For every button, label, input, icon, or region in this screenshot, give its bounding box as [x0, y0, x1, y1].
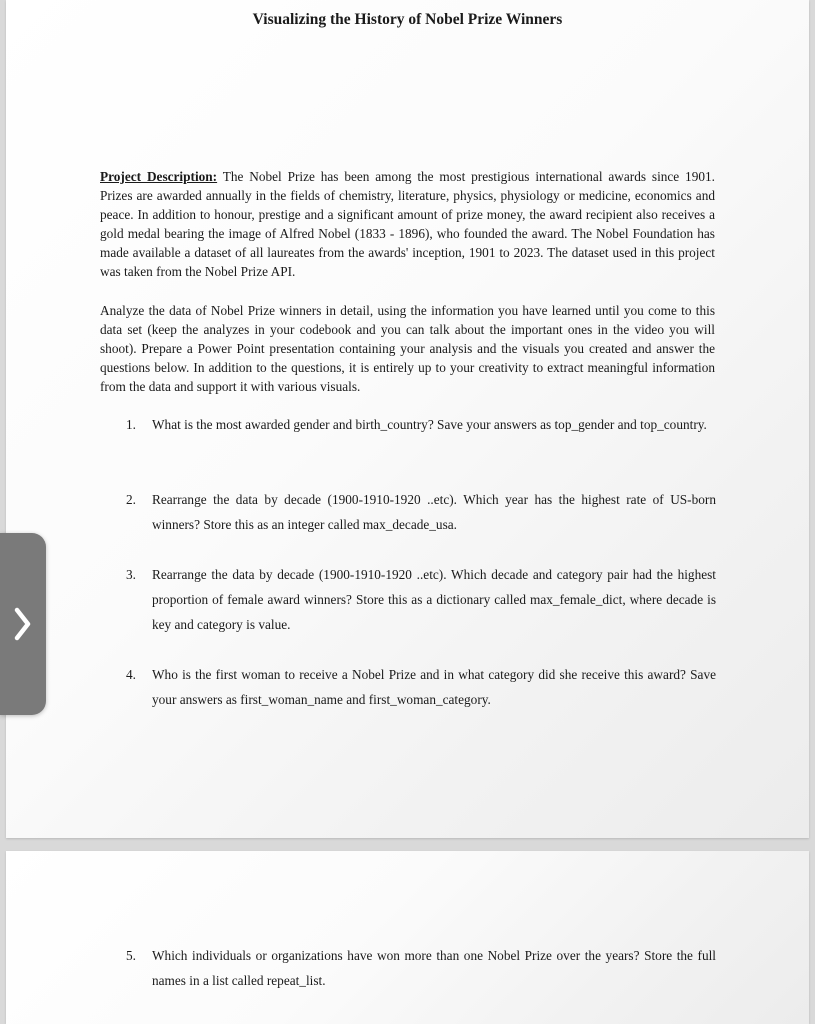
question-item [126, 943, 716, 993]
question-item [126, 662, 716, 712]
question-number: 5. [126, 948, 136, 963]
question-text: Rearrange the data by decade (1900-1910-1920 ..etc). Which year has the highest rate of US-born winners? Store this as an integer called max_decade_usa. [152, 492, 716, 532]
question-item [126, 412, 716, 437]
question-text: What is the most awarded gender and birth_country? Save your answers as top_gender and top_country. [152, 417, 707, 432]
project-description-text: The Nobel Prize has been among the most prestigious international awards since 1901. Prizes are awarded annually in the fields of chemistry, literature, physics, physiology or medicine, economics and peace. In addition to honour, prestige and a significant amount of prize money, the award recipient also receives a gold medal bearing the image of Alfred Nobel (1833 - 1896), who founded the award. The Nobel Foundation has made available a dataset of all laureates from the awards' inception, 1901 to 2023. The dataset used in this project was taken from the Nobel Prize API. [100, 169, 715, 279]
question-text: Who is the first woman to receive a Nobel Prize and in what category did she receive this award? Save your answers as first_woman_name and first_woman_category. [152, 667, 716, 707]
question-number: 3. [126, 567, 136, 582]
document-title: Visualizing the History of Nobel Prize Winners [252, 11, 563, 28]
question-item [126, 562, 716, 637]
project-description-paragraph [100, 167, 715, 281]
question-text: Which individuals or organizations have won more than one Nobel Prize over the years? Store the full names in a list called repeat_list. [152, 948, 716, 988]
document-page-1 [6, 0, 809, 838]
question-number: 2. [126, 492, 136, 507]
project-description-label: Project Description: [100, 169, 218, 184]
analysis-paragraph: Analyze the data of Nobel Prize winners in detail, using the information you have learned until you come to this data set (keep the analyzes in your codebook and you can talk about the important ones in the video you will shoot). Prepare a Power Point presentation containing your analysis and the visuals you created and answer the questions below. In addition to the questions, it is entirely up to your creativity to extract meaningful information from the data and support it with various visuals. [100, 303, 715, 394]
question-number: 4. [126, 667, 136, 682]
question-text: Rearrange the data by decade (1900-1910-1920 ..etc). Which decade and category pair had the highest proportion of female award winners? Store this as a dictionary called max_female_dict, where decade is key and category is value. [152, 567, 716, 632]
question-item [126, 487, 716, 537]
document-page-2 [6, 851, 809, 1024]
question-number: 1. [126, 417, 136, 432]
next-page-button[interactable] [0, 533, 46, 715]
chevron-right-icon [12, 606, 34, 642]
